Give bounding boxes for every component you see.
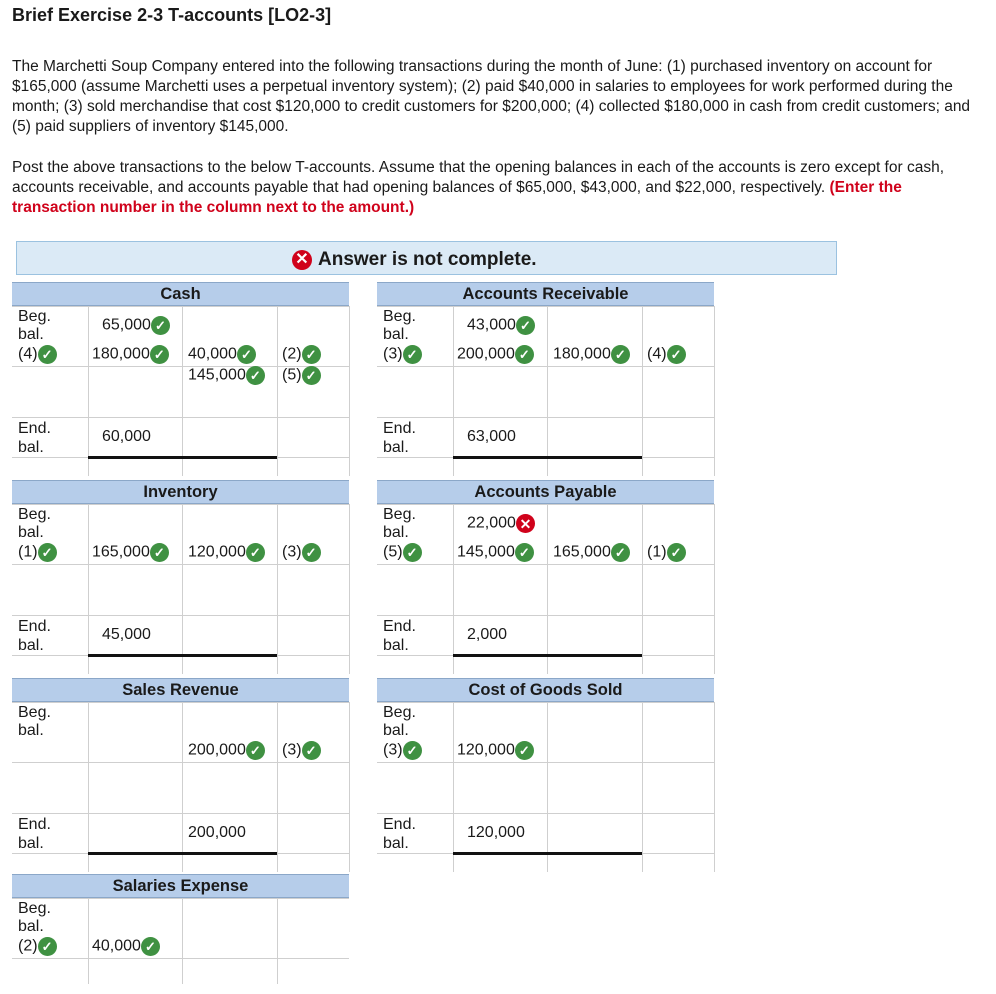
- t-account-salaries-expense: [12, 874, 349, 984]
- beg-label: Beg.: [18, 704, 51, 721]
- credit-ref-field[interactable]: [282, 366, 321, 385]
- debit-ref-field[interactable]: [18, 345, 57, 364]
- account-title: Cost of Goods Sold: [377, 678, 714, 702]
- end-balance-credit-value: 200,000: [188, 824, 246, 841]
- credit-amount-field[interactable]: [553, 543, 630, 562]
- instruction-paragraph: [12, 158, 972, 218]
- end-bal-label: bal.: [18, 439, 44, 456]
- credit-amount-field-value: 180,000: [553, 345, 611, 363]
- account-title: Accounts Receivable: [377, 282, 714, 306]
- credit-amount-field[interactable]: [188, 543, 265, 562]
- grid-line: [277, 898, 278, 984]
- grid-line: [88, 898, 89, 984]
- correct-check-icon: ✓: [667, 345, 686, 364]
- credit-amount-field[interactable]: [188, 345, 256, 364]
- grid-line: [377, 366, 714, 367]
- t-account-inventory: [12, 480, 349, 672]
- correct-check-icon: ✓: [515, 543, 534, 562]
- end-bal-label: bal.: [383, 835, 409, 852]
- grid-line: [88, 702, 89, 872]
- correct-check-icon: ✓: [38, 345, 57, 364]
- end-balance-debit-value: 60,000: [102, 428, 151, 445]
- grid-line: [377, 504, 714, 505]
- end-balance-debit-value: 45,000: [102, 626, 151, 643]
- end-balance-debit[interactable]: [102, 626, 151, 644]
- grid-line: [88, 504, 89, 674]
- end-balance-debit-value: 2,000: [467, 626, 508, 643]
- beg-label: Beg.: [18, 506, 51, 523]
- credit-ref-field-value: (5): [282, 366, 302, 384]
- correct-check-icon: ✓: [403, 543, 422, 562]
- t-account-accounts-payable: [377, 480, 714, 672]
- correct-check-icon: ✓: [403, 345, 422, 364]
- correct-check-icon: ✓: [515, 345, 534, 364]
- debit-amount-field[interactable]: [92, 345, 169, 364]
- grid-line: [277, 504, 278, 674]
- correct-check-icon: ✓: [38, 543, 57, 562]
- credit-amount-field[interactable]: [188, 366, 265, 385]
- correct-check-icon: ✓: [150, 543, 169, 562]
- grid-line: [547, 702, 548, 872]
- correct-check-icon: ✓: [151, 316, 170, 335]
- debit-ref-field-value: (4): [18, 345, 38, 363]
- grid-line: [642, 306, 643, 476]
- instruction-text: Post the above transactions to the below T-accounts. Assume that the opening balances in each of the accounts is zero except for cash, accounts receivable, and accounts payable that had opening balances of $65,000, $43,000, and $22,000, respectively.: [12, 159, 944, 196]
- grid-line: [277, 702, 278, 872]
- beg-bal-label: bal.: [18, 524, 44, 541]
- beg-label: Beg.: [18, 308, 51, 325]
- credit-ref-field[interactable]: [647, 345, 686, 364]
- beg-label: Beg.: [18, 900, 51, 917]
- debit-amount-field[interactable]: [457, 345, 534, 364]
- credit-amount-field-value: 40,000: [188, 345, 237, 363]
- grid-line: [453, 306, 454, 476]
- grid-line: [377, 702, 714, 703]
- correct-check-icon: ✓: [667, 543, 686, 562]
- debit-ref-field[interactable]: [18, 543, 57, 562]
- grid-line: [12, 702, 349, 703]
- beg-bal-label: bal.: [383, 722, 409, 739]
- correct-check-icon: ✓: [302, 366, 321, 385]
- balance-underline: [453, 654, 642, 657]
- debit-ref-field-value: (5): [383, 543, 403, 561]
- credit-amount-field-value: 165,000: [553, 543, 611, 561]
- end-label: End.: [18, 816, 51, 833]
- grid-line: [12, 417, 349, 418]
- account-title: Salaries Expense: [12, 874, 349, 898]
- credit-amount-field[interactable]: [188, 741, 265, 760]
- incorrect-icon: ✕: [516, 514, 535, 533]
- grid-line: [642, 504, 643, 674]
- balance-underline: [88, 852, 277, 855]
- correct-check-icon: ✓: [611, 543, 630, 562]
- correct-check-icon: ✓: [237, 345, 256, 364]
- correct-check-icon: ✓: [302, 741, 321, 760]
- debit-ref-field[interactable]: [383, 345, 422, 364]
- correct-check-icon: ✓: [246, 366, 265, 385]
- credit-amount-field-value: 120,000: [188, 543, 246, 561]
- intro-paragraph: The Marchetti Soup Company entered into the following transactions during the month of June: (1) purchased inventory on account for $165,000 (assume Marchetti uses a perpetual inventory system); (2) paid $40,000 in salaries to employees for work performed during the month; (3) sold merchandise that cost $120,000 to credit customers for $200,000; (4) collected $180,000 in cash from credit customers; and (5) paid suppliers of inventory $145,000.: [12, 58, 971, 135]
- correct-check-icon: ✓: [515, 741, 534, 760]
- grid-line: [714, 702, 715, 872]
- balance-underline: [453, 852, 642, 855]
- end-label: End.: [383, 618, 416, 635]
- t-account-accounts-receivable: [377, 282, 714, 474]
- grid-line: [547, 504, 548, 674]
- answer-status-banner: [16, 241, 837, 275]
- debit-amount-field-value: 165,000: [92, 543, 150, 561]
- credit-amount-field-value: 200,000: [188, 741, 246, 759]
- beg-label: Beg.: [383, 704, 416, 721]
- balance-underline: [88, 456, 277, 459]
- grid-line: [12, 564, 349, 565]
- account-title: Accounts Payable: [377, 480, 714, 504]
- account-title: Inventory: [12, 480, 349, 504]
- debit-amount-field-value: 22,000: [467, 514, 516, 532]
- grid-line: [12, 615, 349, 616]
- grid-line: [377, 564, 714, 565]
- exercise-title: Brief Exercise 2-3 T-accounts [LO2-3]: [12, 5, 332, 25]
- debit-amount-field-value: 40,000: [92, 937, 141, 955]
- t-account-sales-revenue: [12, 678, 349, 870]
- t-account-cost-of-goods-sold: [377, 678, 714, 870]
- grid-line: [182, 504, 183, 674]
- grid-line: [12, 813, 349, 814]
- grid-line: [714, 504, 715, 674]
- grid-line: [349, 504, 350, 674]
- correct-check-icon: ✓: [246, 741, 265, 760]
- grid-line: [12, 958, 349, 959]
- debit-ref-field-value: (1): [18, 543, 38, 561]
- t-account-cash: [12, 282, 349, 474]
- beg-bal-label: bal.: [18, 918, 44, 935]
- correct-check-icon: ✓: [516, 316, 535, 335]
- debit-amount-field-value: 180,000: [92, 345, 150, 363]
- debit-amount-field[interactable]: [92, 543, 169, 562]
- grid-line: [377, 417, 714, 418]
- correct-check-icon: ✓: [38, 937, 57, 956]
- end-bal-label: bal.: [383, 439, 409, 456]
- grid-line: [349, 702, 350, 872]
- debit-ref-field[interactable]: [18, 937, 57, 956]
- beg-label: Beg.: [383, 308, 416, 325]
- debit-amount-field[interactable]: [92, 937, 160, 956]
- credit-ref-field-value: (2): [282, 345, 302, 363]
- debit-amount-field[interactable]: [457, 741, 534, 760]
- credit-ref-field[interactable]: [282, 741, 321, 760]
- grid-line: [12, 504, 349, 505]
- grid-line: [182, 306, 183, 476]
- debit-amount-field-value: 65,000: [102, 316, 151, 334]
- beg-bal-label: bal.: [18, 326, 44, 343]
- account-title: Cash: [12, 282, 349, 306]
- grid-line: [12, 898, 349, 899]
- correct-check-icon: ✓: [246, 543, 265, 562]
- credit-ref-field[interactable]: [647, 543, 686, 562]
- correct-check-icon: ✓: [302, 345, 321, 364]
- debit-ref-field-value: (3): [383, 345, 403, 363]
- credit-amount-field[interactable]: [553, 345, 630, 364]
- end-balance-debit-value: 120,000: [467, 824, 525, 841]
- debit-amount-field[interactable]: [467, 316, 535, 335]
- grid-line: [377, 306, 714, 307]
- credit-ref-field[interactable]: [282, 345, 321, 364]
- correct-check-icon: ✓: [611, 345, 630, 364]
- end-balance-debit[interactable]: [102, 428, 151, 446]
- grid-line: [547, 306, 548, 476]
- debit-ref-field-value: (3): [383, 741, 403, 759]
- beg-label: Beg.: [383, 506, 416, 523]
- end-label: End.: [383, 420, 416, 437]
- credit-amount-field-value: 145,000: [188, 366, 246, 384]
- debit-amount-field-value: 120,000: [457, 741, 515, 759]
- grid-line: [182, 702, 183, 872]
- balance-underline: [88, 654, 277, 657]
- correct-check-icon: ✓: [141, 937, 160, 956]
- credit-ref-field-value: (3): [282, 543, 302, 561]
- debit-amount-field[interactable]: [457, 543, 534, 562]
- end-balance-debit[interactable]: [467, 824, 525, 842]
- grid-line: [453, 504, 454, 674]
- beg-bal-label: bal.: [383, 524, 409, 541]
- grid-line: [88, 306, 89, 476]
- grid-line: [182, 898, 183, 984]
- end-label: End.: [18, 618, 51, 635]
- debit-ref-field[interactable]: [383, 741, 422, 760]
- banner-text: Answer is not complete.: [318, 249, 537, 270]
- credit-ref-field[interactable]: [282, 543, 321, 562]
- end-label: End.: [18, 420, 51, 437]
- grid-line: [453, 702, 454, 872]
- credit-ref-field-value: (3): [282, 741, 302, 759]
- end-bal-label: bal.: [18, 637, 44, 654]
- grid-line: [377, 615, 714, 616]
- correct-check-icon: ✓: [302, 543, 321, 562]
- grid-line: [377, 813, 714, 814]
- end-balance-debit[interactable]: [467, 626, 507, 644]
- account-title: Sales Revenue: [12, 678, 349, 702]
- debit-amount-field-value: 43,000: [467, 316, 516, 334]
- grid-line: [714, 306, 715, 476]
- credit-ref-field-value: (4): [647, 345, 667, 363]
- debit-ref-field[interactable]: [383, 543, 422, 562]
- debit-amount-field[interactable]: [467, 514, 535, 533]
- correct-check-icon: ✓: [150, 345, 169, 364]
- debit-amount-field-value: 145,000: [457, 543, 515, 561]
- end-balance-debit[interactable]: [467, 428, 516, 446]
- x-circle-icon: ✕: [292, 250, 312, 270]
- correct-check-icon: ✓: [403, 741, 422, 760]
- beg-bal-label: bal.: [383, 326, 409, 343]
- end-balance-credit[interactable]: [188, 824, 246, 842]
- grid-line: [377, 762, 714, 763]
- debit-amount-field-value: 200,000: [457, 345, 515, 363]
- instruction-note: (Enter the transaction number in the column next to the amount.): [12, 179, 902, 216]
- end-balance-debit-value: 63,000: [467, 428, 516, 445]
- grid-line: [12, 306, 349, 307]
- balance-underline: [453, 456, 642, 459]
- debit-amount-field[interactable]: [102, 316, 170, 335]
- end-bal-label: bal.: [18, 835, 44, 852]
- grid-line: [642, 702, 643, 872]
- end-label: End.: [383, 816, 416, 833]
- credit-ref-field-value: (1): [647, 543, 667, 561]
- debit-ref-field-value: (2): [18, 937, 38, 955]
- grid-line: [277, 306, 278, 476]
- beg-bal-label: bal.: [18, 722, 44, 739]
- end-bal-label: bal.: [383, 637, 409, 654]
- grid-line: [12, 762, 349, 763]
- grid-line: [349, 306, 350, 476]
